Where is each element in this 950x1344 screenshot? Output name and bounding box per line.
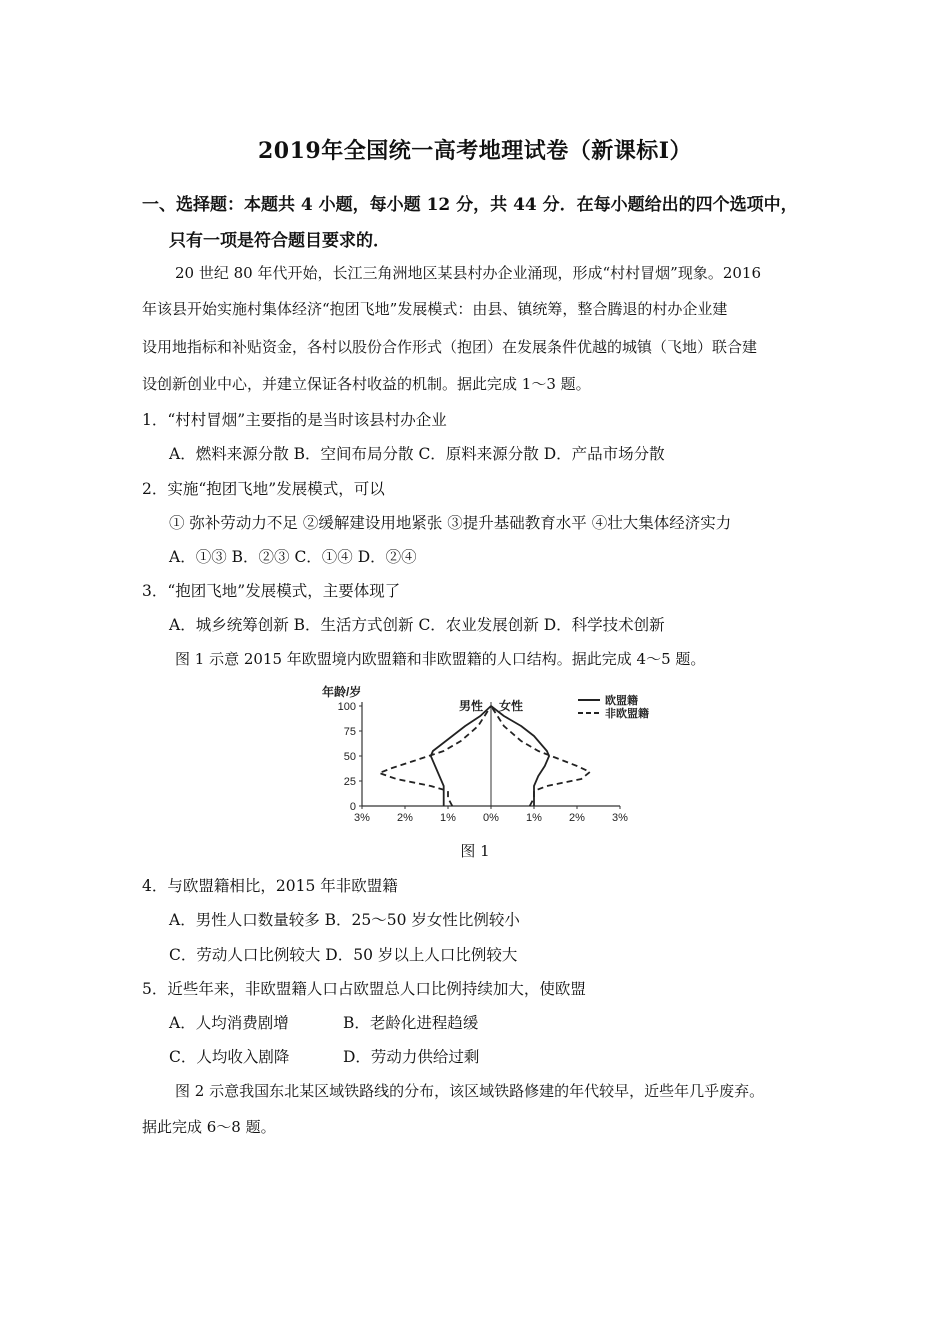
x-tick-label: 2% [397,812,413,824]
question-2-options: A．①③ B．②③ C．①④ D．②④ [169,548,417,566]
question-4-stem: 4．与欧盟籍相比，2015 年非欧盟籍 [142,877,398,895]
passage2: 图 1 示意 2015 年欧盟境内欧盟籍和非欧盟籍的人口结构。据此完成 4～5 题。 [175,650,706,668]
exam-title: 2019年全国统一高考地理试卷（新课标Ⅰ） [257,138,693,164]
passage1-line: 设创新创业中心，并建立保证各村收益的机制。据此完成 1～3 题。 [142,375,591,393]
x-tick-label: 0% [483,812,499,824]
question-2-items: ① 弥补劳动力不足 ②缓解建设用地紧张 ③提升基础教育水平 ④壮大集体经济实力 [169,514,732,532]
passage3-line: 据此完成 6～8 题。 [142,1118,276,1136]
passage1-line: 设用地指标和补贴资金，各村以股份合作形式（抱团）在发展条件优越的城镇（飞地）联合建 [142,338,758,356]
passage3-line: 图 2 示意我国东北某区域铁路线的分布，该区域铁路修建的年代较早，近些年几乎废弃。 [175,1082,765,1100]
x-tick-label: 2% [569,812,585,824]
y-axis-title: 年龄/岁 [322,685,362,699]
legend-label: 非欧盟籍 [605,708,649,720]
male-label: 男性 [458,699,483,713]
figure-1-caption: 图 1 [460,842,490,860]
y-tick-label: 50 [343,751,356,763]
question-4-options-cd: C．劳动人口比例较大 D．50 岁以上人口比例较大 [169,946,518,964]
question-5-options-ab [169,1011,478,1033]
section-heading: 一、选择题：本题共 4 小题，每小题 12 分，共 44 分．在每小题给出的四个选项中， [142,195,798,215]
question-1-stem: 1．“村村冒烟”主要指的是当时该县村办企业 [142,411,447,429]
question-5-option-d: D．劳动力供给过剩 [343,1048,480,1066]
x-tick-label: 1% [526,812,542,824]
y-tick-label: 0 [349,801,356,813]
question-3-options: A．城乡统筹创新 B．生活方式创新 C．农业发展创新 D．科学技术创新 [169,616,665,634]
question-5-options-cd [169,1045,479,1067]
series-non-eu-female-curve [491,706,590,806]
x-tick-label: 3% [354,812,370,824]
passage1-line: 年该县开始实施村集体经济“抱团飞地”发展模式：由县、镇统筹，整合腾退的村办企业建 [142,300,728,318]
question-5-option-c: C．人均收入剧降 [169,1048,290,1066]
question-1-options: A．燃料来源分散 B．空间布局分散 C．原料来源分散 D．产品市场分散 [169,445,665,463]
legend-label: 欧盟籍 [605,695,638,707]
question-5-option-a: A．人均消费剧增 [169,1014,289,1032]
section-heading-cont: 只有一项是符合题目要求的． [169,231,390,251]
question-4-options-ab: A．男性人口数量较多 B．25～50 岁女性比例较小 [169,911,520,929]
y-tick-label: 75 [343,726,356,738]
y-tick-label: 25 [343,776,356,788]
passage1-line: 20 世纪 80 年代开始，长江三角洲地区某县村办企业涌现，形成“村村冒烟”现象。2016 [175,264,761,282]
population-pyramid-figure [320,680,660,825]
female-label: 女性 [499,699,524,713]
question-2-stem: 2．实施“抱团飞地”发展模式，可以 [142,480,385,498]
question-3-stem: 3．“抱团飞地”发展模式，主要体现了 [142,582,401,600]
x-tick-label: 1% [440,812,456,824]
question-5-stem: 5．近些年来，非欧盟籍人口占欧盟总人口比例持续加大，使欧盟 [142,980,586,998]
y-tick-label: 100 [337,701,356,713]
population-pyramid-chart [320,680,660,825]
x-tick-label: 3% [612,812,628,824]
question-5-option-b: B．老龄化进程趋缓 [343,1014,479,1032]
